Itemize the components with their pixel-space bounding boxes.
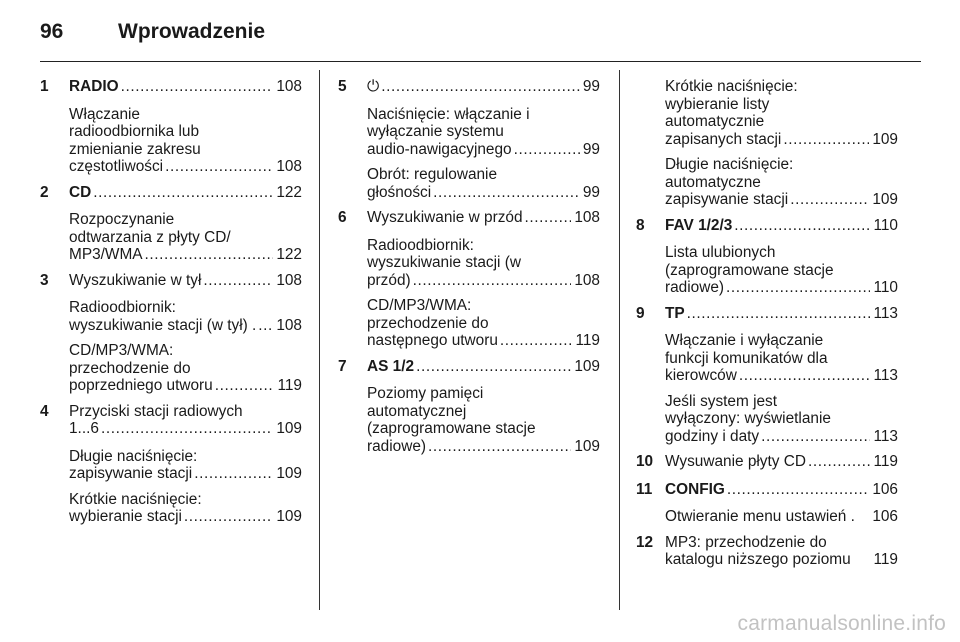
entry-text: wyszukiwanie stacji (w tył) . <box>69 316 257 334</box>
entry-text-line: automatyczne <box>665 173 761 191</box>
toc-subentry[interactable] <box>338 385 600 455</box>
entry-leader-line <box>69 377 302 395</box>
toc-subentry[interactable] <box>40 211 302 264</box>
entry-text-line: Lista ulubionych <box>665 244 776 261</box>
page-reference[interactable]: 110 <box>873 216 898 234</box>
page-reference[interactable]: 108 <box>574 209 600 226</box>
entry-number <box>40 491 69 526</box>
entry-body <box>69 491 302 526</box>
dot-leader <box>739 367 871 385</box>
entry-text-line: wyszukiwanie stacji (w <box>367 254 521 271</box>
page-reference[interactable]: 109 <box>574 357 600 375</box>
header-rule <box>40 61 921 62</box>
entry-text-line: Radioodbiornik: <box>367 236 474 254</box>
entry-text: zapisywanie stacji <box>69 465 193 482</box>
entry-number: 10 <box>636 453 654 470</box>
entry-text: TP <box>665 304 685 322</box>
entry-number <box>338 385 367 455</box>
entry-body <box>665 244 898 297</box>
entry-leader-line <box>69 317 302 335</box>
entry-text-line: wybieranie listy <box>665 95 770 113</box>
entry-number <box>636 156 665 209</box>
page-reference[interactable]: 109 <box>872 130 898 148</box>
toc-subentry[interactable] <box>40 299 302 334</box>
entry-number: 2 <box>40 183 49 201</box>
page-reference[interactable]: 113 <box>873 367 898 384</box>
page-reference[interactable]: 99 <box>582 78 600 95</box>
page-reference[interactable]: 109 <box>574 437 600 455</box>
entry-text-line: Długie naciśnięcie: <box>665 156 794 173</box>
entry-leader-line <box>69 246 302 264</box>
entry-body <box>69 211 302 264</box>
entry-body <box>665 332 898 385</box>
entry-number: 12 <box>636 533 654 551</box>
page-reference[interactable]: 119 <box>873 551 898 568</box>
entry-number <box>40 211 69 264</box>
entry-leader-line <box>665 551 898 569</box>
page-reference[interactable]: 109 <box>276 420 302 437</box>
entry-number: 3 <box>40 271 49 289</box>
entry-leader-line <box>367 438 600 456</box>
toc-subentry[interactable] <box>636 156 898 209</box>
toc-subentry[interactable] <box>40 342 302 395</box>
page-reference[interactable]: 106 <box>872 508 898 525</box>
entry-text-line: Krótkie naciśnięcie: <box>69 490 202 508</box>
page-reference[interactable]: 122 <box>276 183 302 201</box>
entry-body <box>665 453 898 471</box>
toc-entry[interactable] <box>338 78 600 96</box>
entry-body <box>665 217 898 235</box>
entry-text: AS 1/2 <box>367 357 415 375</box>
page-reference[interactable]: 108 <box>276 78 302 95</box>
entry-text-line: CD/MP3/WMA: <box>367 297 472 314</box>
page-reference[interactable]: 119 <box>873 453 898 470</box>
entry-text: 1...6 <box>69 420 99 437</box>
page-reference[interactable]: 106 <box>872 480 898 498</box>
entry-text: radiowe) <box>665 279 725 296</box>
dot-leader <box>687 305 871 323</box>
entry-text: Otwieranie menu ustawień . <box>665 508 855 525</box>
dot-leader <box>727 481 869 499</box>
entry-text-line: przechodzenie do <box>367 314 489 332</box>
entry-body <box>665 78 898 148</box>
page-reference[interactable]: 99 <box>582 183 600 201</box>
entry-leader-line <box>367 332 600 350</box>
toc-entry[interactable] <box>40 184 302 202</box>
page-reference[interactable]: 108 <box>276 316 302 334</box>
toc-subentry[interactable] <box>636 78 898 148</box>
entry-text-line: Włączanie i wyłączanie <box>665 332 824 349</box>
entry-text: Wyszukiwanie w tył <box>69 271 202 289</box>
page-reference[interactable]: 113 <box>873 304 898 322</box>
entry-number: 4 <box>40 402 49 420</box>
entry-text-line: Poziomy pamięci <box>367 385 484 402</box>
entry-body <box>69 403 302 438</box>
page-reference[interactable]: 109 <box>872 191 898 208</box>
entry-leader-line <box>69 420 302 438</box>
entry-text: Wysuwanie płyty CD <box>665 453 806 470</box>
entry-body <box>69 184 302 202</box>
dot-leader <box>165 158 273 176</box>
entry-number <box>40 299 69 334</box>
entry-body <box>69 272 302 290</box>
page-reference[interactable]: 122 <box>276 246 302 263</box>
dot-leader <box>413 272 572 290</box>
entry-number <box>636 508 665 526</box>
entry-leader-line <box>367 209 600 227</box>
entry-leader-line <box>665 279 898 297</box>
dot-leader <box>381 78 580 96</box>
entry-leader-line <box>665 131 898 149</box>
dot-leader <box>514 141 580 159</box>
entry-text: kierowców <box>665 367 737 384</box>
entry-text: MP3/WMA <box>69 246 143 263</box>
entry-leader-line <box>69 78 302 96</box>
entry-body <box>665 508 898 526</box>
entry-text-line: (zaprogramowane stacje <box>665 261 834 279</box>
entry-body <box>665 305 898 323</box>
entry-body <box>665 481 898 499</box>
toc-entry[interactable] <box>636 481 898 499</box>
entry-text: wybieranie stacji <box>69 508 182 525</box>
entry-text-line: odtwarzania z płyty CD/ <box>69 228 231 246</box>
entry-leader-line <box>665 508 898 526</box>
entry-leader-line <box>665 428 898 446</box>
page-reference[interactable]: 109 <box>276 465 302 482</box>
dot-leader <box>145 246 274 264</box>
page-reference[interactable]: 108 <box>276 271 302 289</box>
toc-entry[interactable] <box>338 358 600 376</box>
entry-text: ⏻ <box>367 78 380 95</box>
page-reference[interactable]: 108 <box>276 158 302 175</box>
dot-leader <box>433 184 580 202</box>
entry-number: 9 <box>636 304 645 322</box>
entry-leader-line <box>665 367 898 385</box>
entry-body <box>69 299 302 334</box>
entry-body <box>367 237 600 290</box>
entry-leader-line <box>665 481 898 499</box>
entry-body <box>69 448 302 483</box>
entry-text-line: Rozpoczynanie <box>69 211 175 228</box>
entry-number: 6 <box>338 209 347 226</box>
dot-leader <box>734 217 870 235</box>
toc-subentry[interactable] <box>40 106 302 176</box>
dot-leader <box>101 420 273 438</box>
page-number: 96 <box>40 20 64 43</box>
dot-leader <box>121 78 274 96</box>
entry-number <box>636 332 665 385</box>
toc-subentry[interactable] <box>636 332 898 385</box>
entry-text: RADIO <box>69 78 119 95</box>
entry-text-line: CD/MP3/WMA: <box>69 342 174 359</box>
entry-leader-line <box>69 272 302 290</box>
entry-text-line: radioodbiornika lub <box>69 123 200 140</box>
entry-number <box>40 342 69 395</box>
toc-subentry[interactable] <box>636 508 898 526</box>
toc-entry[interactable] <box>636 534 898 569</box>
toc-column-2 <box>338 78 600 463</box>
dot-leader <box>416 358 571 376</box>
entry-text-line: Przyciski stacji radiowych <box>69 402 243 420</box>
entry-text-line: wyłączanie systemu <box>367 123 504 140</box>
entry-body <box>665 534 898 569</box>
entry-body <box>367 78 600 96</box>
entry-body <box>665 393 898 446</box>
dot-leader <box>783 131 869 149</box>
entry-number <box>338 106 367 159</box>
entry-text-line: Długie naciśnięcie: <box>69 447 198 465</box>
entry-number <box>338 237 367 290</box>
entry-body <box>665 156 898 209</box>
dot-leader <box>808 453 870 471</box>
toc-entry[interactable] <box>636 453 898 471</box>
entry-text-line: (zaprogramowane stacje <box>367 420 536 437</box>
entry-text-line: automatycznej <box>367 402 467 420</box>
entry-text: radiowe) <box>367 437 427 455</box>
dot-leader <box>790 191 869 209</box>
entry-number <box>636 244 665 297</box>
toc-subentry[interactable] <box>40 491 302 526</box>
entry-text-line: zmienianie zakresu <box>69 140 201 158</box>
entry-leader-line <box>367 141 600 159</box>
dot-leader <box>215 377 275 395</box>
entry-number <box>40 448 69 483</box>
entry-text-line: Krótkie naciśnięcie: <box>665 78 798 95</box>
entry-leader-line <box>367 358 600 376</box>
toc-entry[interactable] <box>636 217 898 235</box>
toc-entry[interactable] <box>40 403 302 438</box>
entry-text-line: Naciśnięcie: włączanie i <box>367 105 530 123</box>
entry-leader-line <box>69 465 302 483</box>
entry-text-line: Radioodbiornik: <box>69 299 176 316</box>
toc-entry[interactable] <box>40 272 302 290</box>
page-reference[interactable]: 119 <box>575 332 600 349</box>
page-reference[interactable]: 110 <box>873 279 898 296</box>
entry-text: Wyszukiwanie w przód <box>367 209 523 226</box>
entry-text-line: automatycznie <box>665 113 765 130</box>
entry-body <box>367 358 600 376</box>
dot-leader <box>761 428 870 446</box>
entry-leader-line <box>367 184 600 202</box>
entry-leader-line <box>665 305 898 323</box>
entry-text-line: Obrót: regulowanie <box>367 166 498 183</box>
dot-leader <box>525 209 572 227</box>
entry-body <box>69 78 302 96</box>
entry-text: poprzedniego utworu <box>69 377 213 394</box>
entry-body <box>367 297 600 350</box>
column-divider <box>619 70 620 610</box>
entry-text: audio-nawigacyjnego <box>367 140 512 158</box>
entry-text: FAV 1/2/3 <box>665 216 733 234</box>
entry-text-line: Jeśli system jest <box>665 392 778 410</box>
toc-subentry[interactable] <box>40 448 302 483</box>
toc-column-1 <box>40 78 302 534</box>
entry-leader-line <box>69 158 302 176</box>
entry-number: 7 <box>338 357 347 375</box>
entry-text: CD <box>69 183 92 201</box>
toc-subentry[interactable] <box>636 244 898 297</box>
dot-leader <box>184 508 273 526</box>
entry-text: częstotliwości <box>69 158 164 175</box>
entry-number <box>636 393 665 446</box>
entry-number: 1 <box>40 78 49 95</box>
page-reference[interactable]: 108 <box>574 271 600 289</box>
dot-leader <box>194 465 273 483</box>
toc-subentry[interactable] <box>636 393 898 446</box>
entry-body <box>367 106 600 159</box>
entry-body <box>69 342 302 395</box>
toc-entry[interactable] <box>338 209 600 227</box>
entry-number: 11 <box>636 480 653 498</box>
dot-leader <box>428 438 571 456</box>
entry-number: 8 <box>636 216 645 234</box>
dot-leader <box>93 184 273 202</box>
entry-number <box>338 297 367 350</box>
page-header <box>40 20 265 44</box>
entry-text-line: MP3: przechodzenie do <box>665 533 827 551</box>
toc-subentry[interactable] <box>338 106 600 159</box>
toc-subentry[interactable] <box>338 297 600 350</box>
entry-number <box>40 106 69 176</box>
entry-number <box>338 166 367 201</box>
dot-leader <box>258 317 273 335</box>
entry-text-line: przechodzenie do <box>69 359 191 377</box>
entry-text: głośności <box>367 183 432 201</box>
entry-text-line: funkcji komunikatów dla <box>665 349 828 367</box>
entry-number: 5 <box>338 78 347 95</box>
entry-text: przód) <box>367 271 411 289</box>
entry-text: zapisanych stacji <box>665 130 782 148</box>
column-divider <box>319 70 320 610</box>
entry-text: następnego utworu <box>367 332 498 349</box>
entry-leader-line <box>665 191 898 209</box>
toc-subentry[interactable] <box>338 237 600 290</box>
dot-leader <box>500 332 573 350</box>
watermark-footer: carmanualsonline.info <box>737 612 946 635</box>
entry-text: CONFIG <box>665 480 725 498</box>
toc-entry[interactable] <box>40 78 302 96</box>
entry-text: zapisywanie stacji <box>665 191 789 208</box>
entry-text-line: wyłączony: wyświetlanie <box>665 410 831 427</box>
entry-leader-line <box>69 508 302 526</box>
entry-leader-line <box>69 184 302 202</box>
page-reference[interactable]: 119 <box>277 377 302 394</box>
entry-number <box>636 78 665 148</box>
dot-leader <box>726 279 870 297</box>
entry-leader-line <box>665 453 898 471</box>
entry-body <box>69 106 302 176</box>
entry-body <box>367 385 600 455</box>
entry-text: godziny i daty <box>665 427 760 445</box>
entry-text-line: Włączanie <box>69 105 140 123</box>
entry-body <box>367 166 600 201</box>
toc-column-3 <box>636 78 898 579</box>
entry-leader-line <box>367 272 600 290</box>
dot-leader <box>203 272 273 290</box>
entry-leader-line <box>665 217 898 235</box>
page-reference[interactable]: 109 <box>276 508 302 525</box>
entry-text: katalogu niższego poziomu <box>665 551 851 568</box>
entry-leader-line <box>367 78 600 96</box>
toc-entry[interactable] <box>636 305 898 323</box>
page-reference[interactable]: 99 <box>582 140 600 158</box>
toc-subentry[interactable] <box>338 166 600 201</box>
entry-body <box>367 209 600 227</box>
page-reference[interactable]: 113 <box>873 427 898 445</box>
page-title: Wprowadzenie <box>118 20 266 43</box>
